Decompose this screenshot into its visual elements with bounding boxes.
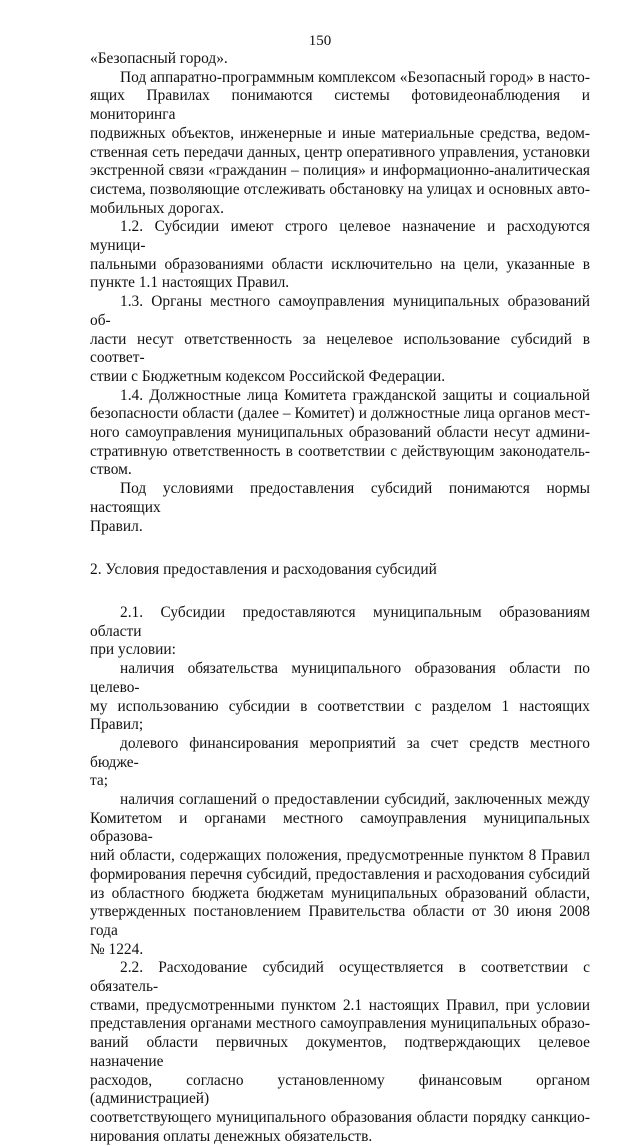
text-line: № 1224. [90,940,144,958]
text-line: му использованию субсидии в соответствии с разделом 1 настоящих Правил; [90,697,590,734]
text-line: ственная сеть передачи данных, центр оперативного управления, установки [90,143,590,161]
text-line: представления органами местного самоуправления муниципальных образо- [90,1015,590,1033]
text-line: система, позволяющие отслеживать обстановку на улицах и основных авто- [90,180,590,198]
text-line: нирования оплаты денежных обязательств. [90,1127,373,1145]
paragraph [90,735,590,791]
text-line: соответствующего муниципального образования области порядку санкцио- [90,1108,590,1126]
paragraph [90,387,590,481]
text-line: ний области, содержащих положения, предусмотренные пунктом 8 Правил [90,847,590,865]
text-line: наличия обязательства муниципального образования области по целево- [90,660,590,696]
text-line: 2.1. Субсидии предоставляются муниципальным образованиям области [90,603,590,640]
text-line: ствами, предусмотренными пунктом 2.1 настоящих Правил, при условии [90,996,590,1014]
text-line: расходов, согласно установленному финансовым органом (администрацией) [90,1071,590,1108]
text-line: пункте 1.1 настоящих Правил. [90,274,290,292]
text-line: ласти несут ответственность за нецелевое использование субсидий в соответ- [90,330,590,367]
page-number: 150 [308,33,332,49]
text-line: 1.4. Должностные лица Комитета гражданской защиты и социальной [120,386,590,404]
text-line: мобильных дорогах. [90,199,224,217]
text-line: при условии: [90,641,176,659]
text-line: «Безопасный город». [90,50,228,67]
section-heading [90,561,590,580]
text-line: долевого финансирования мероприятий за счет средств местного бюдже- [90,734,590,771]
paragraph [90,791,590,959]
text-line: 1.3. Органы местного самоуправления муниципальных образований об- [90,293,590,329]
text-line: Под аппаратно-программным комплексом «Безопасный город» в насто- [120,68,590,86]
text-line: ством. [90,461,132,479]
text-line: экстренной связи «гражданин – полиция» и информационно-аналитическая [90,162,590,180]
paragraph [90,293,590,387]
paragraph [90,218,590,293]
text-line: Комитетом и органами местного самоуправления муниципальных образова- [90,809,590,846]
paragraph [90,604,590,660]
text-line: ящих Правилах понимаются системы фотовидеонаблюдения и мониторинга [90,87,590,124]
text-line: наличия соглашений о предоставлении субсидий, заключенных между [120,791,590,809]
text-line: стративную ответственность в соответствии с действующим законодатель- [90,442,590,460]
text-line: ного самоуправления муниципальных образований области несут админи- [90,424,590,442]
text-line: та; [90,772,109,790]
paragraph [90,69,590,219]
text-line: ствии с Бюджетным кодексом Российской Федерации. [90,367,446,385]
paragraph [90,959,590,1146]
text-line: Под условиями предоставления субсидий понимаются нормы настоящих [90,480,590,516]
text-line: формирования перечня субсидий, предоставления и расходования субсидий [90,865,590,883]
text-line: Правил. [90,517,143,535]
text-line: ваний области первичных документов, подтверждающих целевое назначение [90,1034,590,1070]
text-line: из областного бюджета бюджетам муниципальных образований области, [90,884,590,902]
paragraph [90,480,590,536]
text-line: подвижных объектов, инженерные и иные материальные средства, ведом- [90,124,590,142]
text-line: утвержденных постановлением Правительства области от 30 июня 2008 года [90,903,590,939]
paragraph [90,50,590,69]
text-line: 2.2. Расходование субсидий осуществляется в соответствии с обязатель- [90,959,590,996]
text-line: пальными образованиями области исключительно на цели, указанные в [90,255,590,273]
text-line: безопасности области (далее – Комитет) и должностные лица органов мест- [90,405,590,423]
document-body [90,50,590,1146]
text-line: 1.2. Субсидии имеют строго целевое назначение и расходуются муници- [90,218,590,255]
text-line: 2. Условия предоставления и расходования субсидий [90,561,437,579]
paragraph [90,660,590,735]
